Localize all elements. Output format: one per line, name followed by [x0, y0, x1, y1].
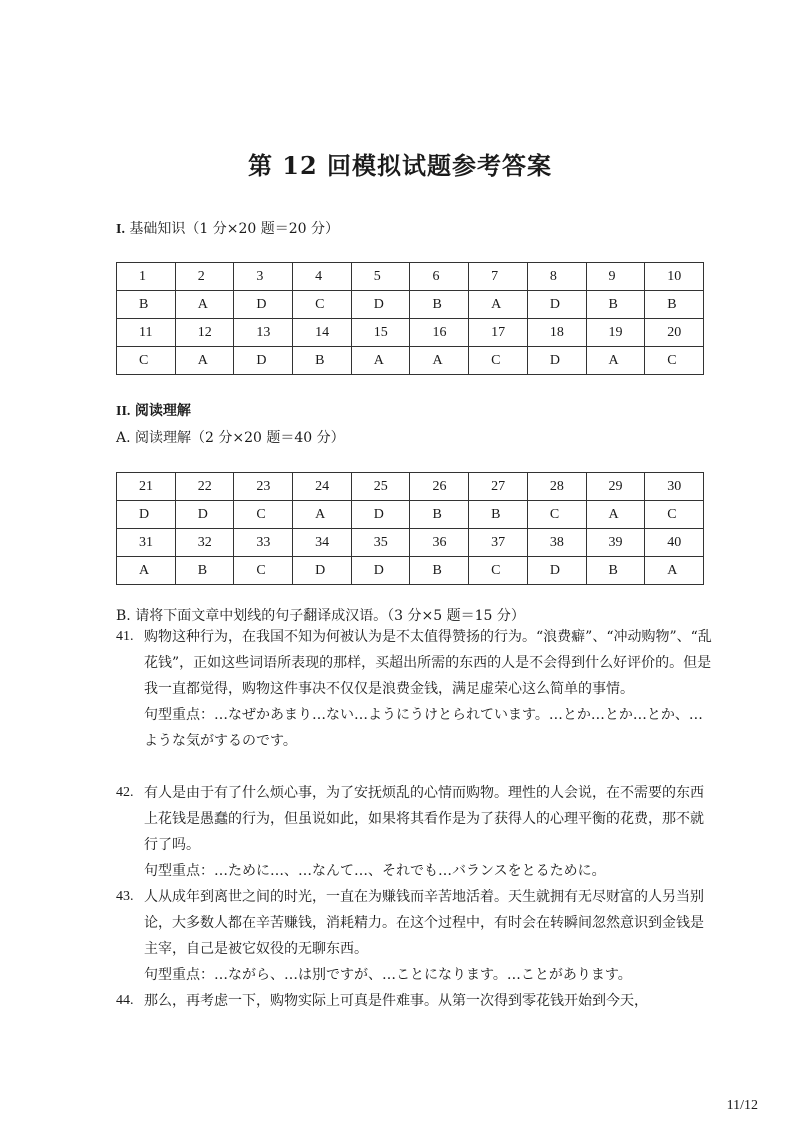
question-number: 43. — [116, 889, 134, 904]
section-2-title: 阅读理解 — [134, 403, 191, 419]
table-cell: B — [410, 501, 469, 529]
table-row — [117, 291, 704, 319]
table-cell: B — [586, 557, 645, 585]
table-cell: A — [117, 557, 176, 585]
table-cell: 7 — [469, 263, 528, 291]
table-cell: C — [645, 347, 704, 375]
table-cell: 4 — [293, 263, 352, 291]
table-cell: 12 — [175, 319, 234, 347]
question-number: 41. — [116, 629, 134, 644]
table-cell: C — [469, 557, 528, 585]
table-cell: D — [234, 291, 293, 319]
table-row — [117, 319, 704, 347]
table-cell: 19 — [586, 319, 645, 347]
table-cell: 17 — [469, 319, 528, 347]
table-cell: 26 — [410, 473, 469, 501]
table-cell: B — [410, 557, 469, 585]
answer-text: 购物这种行为，在我国不知为何被认为是不太值得赞扬的行为。“浪费癖”、“冲动购物”、“乱花钱”，正如这些词语所表现的那样，买超出所需的东西的人是不会得到什么好评价的。但是我一直都觉得，购物这件事决不仅仅是浪费金钱，满足虚荣心这么简单的事情。 — [144, 629, 712, 697]
table-cell: D — [293, 557, 352, 585]
question-42 — [116, 780, 716, 884]
table-cell: 37 — [469, 529, 528, 557]
table-cell: 30 — [645, 473, 704, 501]
answer-table-2 — [116, 472, 704, 585]
table-cell: D — [234, 347, 293, 375]
section-1-number: I. — [116, 222, 125, 237]
table-cell: B — [293, 347, 352, 375]
table-cell: D — [351, 501, 410, 529]
table-cell: B — [410, 291, 469, 319]
table-cell: A — [586, 501, 645, 529]
table-cell: 39 — [586, 529, 645, 557]
section-1-heading — [116, 218, 339, 238]
table-cell: A — [293, 501, 352, 529]
question-44 — [116, 988, 716, 1014]
table-cell: 15 — [351, 319, 410, 347]
sentence-pattern-note: 句型重点：…ために…、…なんて…、それでも…バランスをとるために。 — [144, 863, 606, 879]
table-cell: B — [117, 291, 176, 319]
section-1-title: 基础知识（1 分×20 题＝20 分） — [129, 221, 340, 237]
table-cell: 14 — [293, 319, 352, 347]
page-title: 第 12 回模拟试题参考答案 — [247, 151, 553, 180]
table-cell: A — [645, 557, 704, 585]
table-cell: 24 — [293, 473, 352, 501]
table-cell: D — [527, 347, 586, 375]
table-cell: 40 — [645, 529, 704, 557]
table-cell: 38 — [527, 529, 586, 557]
answer-table-1 — [116, 262, 704, 375]
table-cell: 3 — [234, 263, 293, 291]
sentence-pattern-note: 句型重点：…なぜかあまり…ない…ようにうけとられています。…とか…とか…とか、…ような気がするのです。 — [144, 707, 703, 749]
table-cell: 10 — [645, 263, 704, 291]
answer-text: 人从成年到离世之间的时光，一直在为赚钱而辛苦地活着。天生就拥有无尽财富的人另当别论，大多数人都在辛苦赚钱，消耗精力。在这个过程中，有时会在转瞬间忽然意识到金钱是主宰，自己是被它奴役的无聊东西。 — [144, 889, 704, 957]
table-cell: B — [469, 501, 528, 529]
table-cell: 20 — [645, 319, 704, 347]
table-cell: C — [234, 557, 293, 585]
part-b-heading: B. 请将下面文章中划线的句子翻译成汉语。（3 分×5 题＝15 分） — [116, 608, 525, 624]
table-cell: 27 — [469, 473, 528, 501]
table-cell: 28 — [527, 473, 586, 501]
table-cell: 36 — [410, 529, 469, 557]
table-cell: A — [175, 347, 234, 375]
table-cell: B — [175, 557, 234, 585]
table-cell: 25 — [351, 473, 410, 501]
table-row — [117, 473, 704, 501]
table-cell: 8 — [527, 263, 586, 291]
table-row — [117, 529, 704, 557]
table-row — [117, 501, 704, 529]
table-cell: C — [645, 501, 704, 529]
question-41 — [116, 624, 716, 754]
table-cell: A — [410, 347, 469, 375]
table-row — [117, 263, 704, 291]
table-cell: 16 — [410, 319, 469, 347]
section-2-number: II. — [116, 404, 131, 419]
sentence-pattern-note: 句型重点：…ながら、…は別ですが、…ことになります。…ことがあります。 — [144, 967, 632, 983]
table-row — [117, 347, 704, 375]
question-number: 42. — [116, 785, 134, 800]
table-cell: B — [586, 291, 645, 319]
table-cell: 22 — [175, 473, 234, 501]
page-number: 11/12 — [726, 1098, 758, 1113]
table-cell: 32 — [175, 529, 234, 557]
table-cell: B — [645, 291, 704, 319]
table-cell: 2 — [175, 263, 234, 291]
answer-text: 有人是由于有了什么烦心事，为了安抚烦乱的心情而购物。理性的人会说，在不需要的东西上花钱是愚蠢的行为，但虽说如此，如果将其看作是为了获得人的心理平衡的花费，那不就行了吗。 — [144, 785, 704, 853]
table-cell: 11 — [117, 319, 176, 347]
table-cell: C — [469, 347, 528, 375]
table-cell: C — [293, 291, 352, 319]
section-2-heading — [116, 400, 191, 420]
table-cell: 31 — [117, 529, 176, 557]
table-cell: 9 — [586, 263, 645, 291]
table-cell: A — [586, 347, 645, 375]
question-43 — [116, 884, 716, 988]
table-cell: D — [117, 501, 176, 529]
table-cell: 21 — [117, 473, 176, 501]
table-cell: D — [351, 291, 410, 319]
table-cell: A — [351, 347, 410, 375]
part-a-heading: A. 阅读理解（2 分×20 题＝40 分） — [116, 430, 345, 446]
table-cell: D — [527, 291, 586, 319]
table-cell: D — [175, 501, 234, 529]
table-cell: D — [351, 557, 410, 585]
table-cell: C — [117, 347, 176, 375]
table-cell: 35 — [351, 529, 410, 557]
table-cell: 5 — [351, 263, 410, 291]
table-cell: 13 — [234, 319, 293, 347]
table-cell: D — [527, 557, 586, 585]
table-cell: 18 — [527, 319, 586, 347]
table-cell: A — [175, 291, 234, 319]
table-cell: 34 — [293, 529, 352, 557]
table-row — [117, 557, 704, 585]
table-cell: 33 — [234, 529, 293, 557]
table-cell: 6 — [410, 263, 469, 291]
table-cell: A — [469, 291, 528, 319]
table-cell: 29 — [586, 473, 645, 501]
table-cell: 23 — [234, 473, 293, 501]
table-cell: C — [527, 501, 586, 529]
answer-text: 那么，再考虑一下，购物实际上可真是件难事。从第一次得到零花钱开始到今天， — [144, 993, 648, 1009]
table-cell: 1 — [117, 263, 176, 291]
table-cell: C — [234, 501, 293, 529]
question-number: 44. — [116, 993, 134, 1008]
